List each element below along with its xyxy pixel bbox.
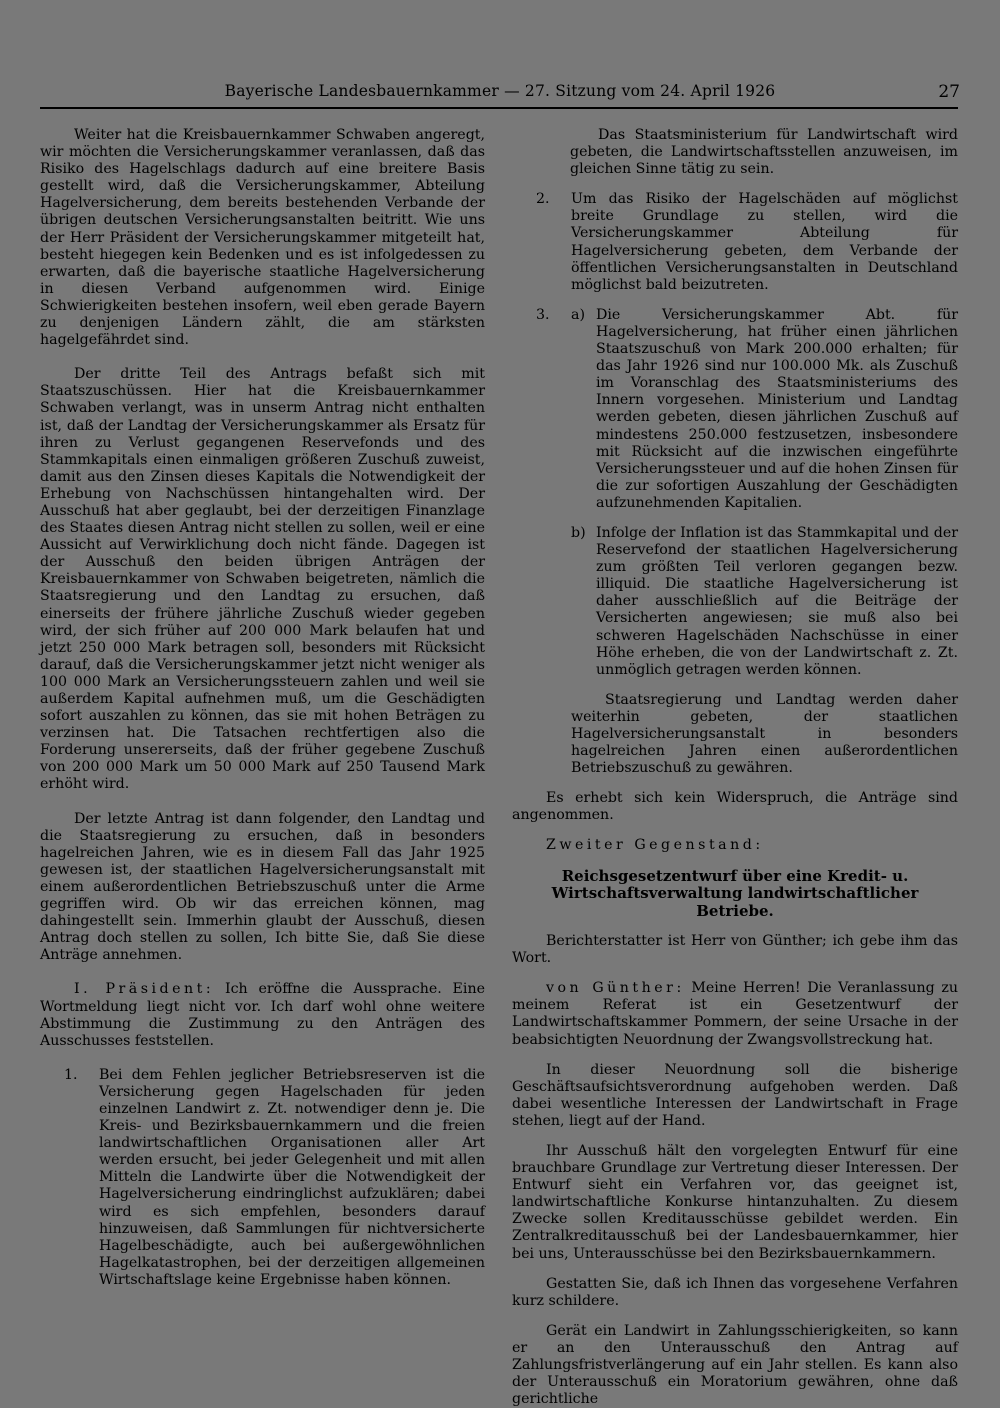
- paragraph-president-statement: [40, 981, 485, 1049]
- sub-item-label: a): [571, 306, 585, 323]
- page-header: [40, 82, 960, 110]
- resolution-item-3: [536, 307, 958, 777]
- second-topic-label: Zweiter Gegenstand:: [546, 837, 764, 854]
- paragraph-result: Es erhebt sich kein Widerspruch, die Anträge sind angenommen.: [512, 790, 958, 824]
- item-number: 2.: [536, 191, 550, 208]
- item-number: 1.: [64, 1066, 78, 1083]
- right-column: [512, 127, 958, 1408]
- paragraph-reporter: Berichterstatter ist Herr von Günther; ich gebe ihm das Wort.: [512, 933, 958, 967]
- sub-item-text: Die Versicherungskammer Abt. für Hagelversicherung, hat früher einen jährlichen Staatszuschuß von Mark 200.000 erhalten; für das Jahr 1926 sind nur 100.000 Mk. als Zuschuß im Voranschlag des Staatsministeriums des Innern vorgesehen. Ministerium und Landtag werden gebeten, diesen jährlichen Zuschuß auf mindestens 250.000 festzusetzen, insbesondere mit Rücksicht auf die inzwischen eingeführte Versicherungssteuer und auf die hohen Zinsen für die zur sofortigen Auszahlung der Geschädigten aufzunehmenden Kapitalien.: [596, 306, 958, 511]
- item-text: Um das Risiko der Hagelschäden auf möglichst breite Grundlage zu stellen, wird die Versicherungskammer Abteilung für Hagelversicherung gebeten, dem Verbande der öffentlichen Versicherungsanstalten in Deutschland möglichst bald beizutreten.: [571, 191, 958, 293]
- paragraph-ausschuss: Ihr Ausschuß hält den vorgelegten Entwurf für eine brauchbare Grundlage zur Vertretung dieser Interessen. Der Entwurf sieht ein Verfahren vor, das geeignet ist, landwirtschaftliche Konkurse hintanzuhalten. Zu diesem Zwecke sollen Kreditausschüsse gebildet werden. Ein Zentralkreditausschuß bei der Landesbauernkammer, hier bei uns, Unterausschüsse bei den Bezirksbauernkammern.: [512, 1143, 958, 1262]
- sub-item-text: Infolge der Inflation ist das Stammkapital und der Reservefond der staatlichen Hagelversicherung zum größten Teil verloren gegangen bezw. illiquid. Die staatliche Hagelversicherung ist daher ausschließlich auf die Beiträge der Versicherten angewiesen; sie muß also bei schweren Hagelschäden Nachschüsse in einer Höhe erheben, die von der Landwirtschaft z. Zt. unmöglich getragen werden können.: [596, 524, 958, 678]
- paragraph-geraet: Gerät ein Landwirt in Zahlungsschierigkeiten, so kann er an den Unterausschuß den Antrag auf Zahlungsfristverlängerung auf ein Jahr stellen. Es kann also der Unterausschuß ein Moratorium gewähren, ohne daß gerichtliche: [512, 1322, 958, 1408]
- paragraph-gestatten: Gestatten Sie, daß ich Ihnen das vorgesehene Verfahren kurz schildere.: [512, 1275, 958, 1309]
- paragraph-ministry-request: Das Staatsministerium für Landwirtschaft wird gebeten, die Landwirtschaftsstellen anzuweisen, im gleichen Sinne tätig zu sein.: [570, 127, 958, 178]
- item-number: 3.: [536, 306, 550, 323]
- sub-item-continuation: Staatsregierung und Landtag werden daher weiterhin gebeten, der staatlichen Hagelversicherungsanstalt in besonders hagelreichen Jahren einen außerordentlichen Betriebszuschuß zu gewähren.: [571, 691, 958, 777]
- resolution-item-1: [64, 1067, 485, 1289]
- item-3-body: [571, 307, 958, 777]
- left-column: [40, 127, 485, 1289]
- speaker-text: Meine Herren! Die Veranlassung zu meinem Referat ist ein Gesetzentwurf der Landwirtschaftskammer Pommern, der seine Ursache in der beabsichtigten Neuordnung der Zwangsvollstreckung hat.: [512, 980, 959, 1048]
- speaker-text: Ich eröffne die Aussprache. Eine Wortmeldung liegt nicht vor. Ich darf wohl ohne weitere Abstimmung die Zustimmung zu den Anträgen des Ausschusses feststellen.: [40, 981, 485, 1049]
- paragraph-last-motion: Der letzte Antrag ist dann folgender, den Landtag und die Staatsregierung zu ersuchen, daß in besonders hagelreichen Jahren, wie es in diesem Fall das Jahr 1925 gewesen ist, der staatlichen Hagelversicherungsanstalt mit einem außerordentlichen Betriebszuschuß unter die Arme gegriffen wird. Ob wir das erreichen können, mag dahingestellt sein. Immerhin glaubt der Ausschuß, diesen Antrag doch stellen zu sollen, Ich bitte Sie, daß Sie diese Anträge annehmen.: [40, 810, 485, 964]
- sub-item-b: [571, 525, 958, 679]
- paragraph-neuordnung: In dieser Neuordnung soll die bisherige Geschäftsaufsichtsverordnung aufgehoben werden. Daß dabei wesentliche Interessen der Landwirtschaft in Frage stehen, liegt auf der Hand.: [512, 1061, 958, 1129]
- sub-item-a: [571, 307, 958, 512]
- resolution-item-2: [536, 191, 958, 294]
- sub-item-label: b): [571, 524, 586, 541]
- paragraph-state-subsidies: Der dritte Teil des Antrags befaßt sich mit Staatszuschüssen. Hier hat die Kreisbauernkammer Schwaben verlangt, was in unserm Antrag nicht enthalten ist, daß der Landtag der Versicherungskammer als Ersatz für ihren zu Verlust gegangenen Reservefonds und des Stammkapitals einen einmaligen größeren Zuschuß zuweist, damit aus den Zinsen dieses Kapitals die Notwendigkeit der Erhebung von Nachschüssen hintangehalten wird. Der Ausschuß hat aber geglaubt, bei der derzeitigen Finanzlage des Staates diesen Antrag nicht stellen zu sollen, weil er eine Aussicht auf Verwirklichung doch nicht fände. Dagegen ist der Ausschuß den beiden übrigen Anträgen der Kreisbauernkammer von Schwaben beigetreten, nämlich die Staatsregierung und den Landtag zu ersuchen, daß einerseits der frühere jährliche Zuschuß wieder gegeben wird, der sich früher auf 200 000 Mark belaufen hat und jetzt 250 000 Mark betragen soll, besonders mit Rücksicht darauf, daß die Versicherungskammer jetzt nicht weniger als 100 000 Mark an Versicherungssteuern zahlen und weil sie außerdem Kapital aufnehmen muß, um die Geschädigten sofort auszahlen zu können, das sie mit hohen Beträgen zu verzinsen hat. Die Tatsachen rechtfertigen also die Forderung unsererseits, daß der früher gegebene Zuschuß von 200 000 Mark um 50 000 Mark auf 250 Tausend Mark erhöht wird.: [40, 366, 485, 793]
- header-rule: [40, 107, 958, 109]
- running-title: Bayerische Landesbauernkammer — 27. Sitzung vom 24. April 1926: [224, 82, 776, 100]
- item-text: Bei dem Fehlen jeglicher Betriebsreserven ist die Versicherung gegen Hagelschaden für jeden einzelnen Landwirt z. Zt. notwendiger denn je. Die Kreis- und Bezirksbauernkammern und die freien landwirtschaftlichen Organisationen aller Art werden ersucht, bei jeder Gelegenheit und mit allen Mitteln die Landwirte über die Notwendigkeit der Hagelversicherung eindringlichst aufzuklären; dabei wird es sich empfehlen, besonders darauf hinzuweisen, daß Sammlungen für nichtversicherte Hagelbeschädigte, auch bei außergewöhnlichen Hagelkatastrophen, bei der derzeitigen allgemeinen Wirtschaftslage keine Ergebnisse haben können.: [99, 1066, 485, 1288]
- page-number: 27: [938, 82, 960, 102]
- section-heading: Reichsgesetzentwurf über eine Kredit- u. Wirtschaftsverwaltung landwirtschaftlicher Betriebe.: [551, 866, 919, 920]
- speaker-label: von Günther:: [546, 980, 685, 997]
- speaker-label: I. Präsident:: [74, 981, 215, 998]
- paragraph-hail-insurance-basis: Weiter hat die Kreisbauernkammer Schwaben angeregt, wir möchten die Versicherungskammer veranlassen, daß das Risiko des Hagelschlags dadurch auf eine breitere Basis gestellt wird, daß die Versicherungskammer, Abteilung Hagelversicherung, dem bereits bestehenden Verbande der übrigen deutschen Versicherungsanstalten beitritt. Wie uns der Herr Präsident der Versicherungskammer mitgeteilt hat, besteht hiegegen kein Bedenken und es ist infolgedessen zu erwarten, daß die bayerische staatliche Hagelversicherung in diesen Verband aufgenommen wird. Einige Schwierigkeiten bestehen insofern, weil eben gerade Bayern zu denjenigen Ländern zählt, die am stärksten hagelgefährdet sind.: [40, 127, 485, 349]
- paragraph-speaker: [512, 980, 958, 1048]
